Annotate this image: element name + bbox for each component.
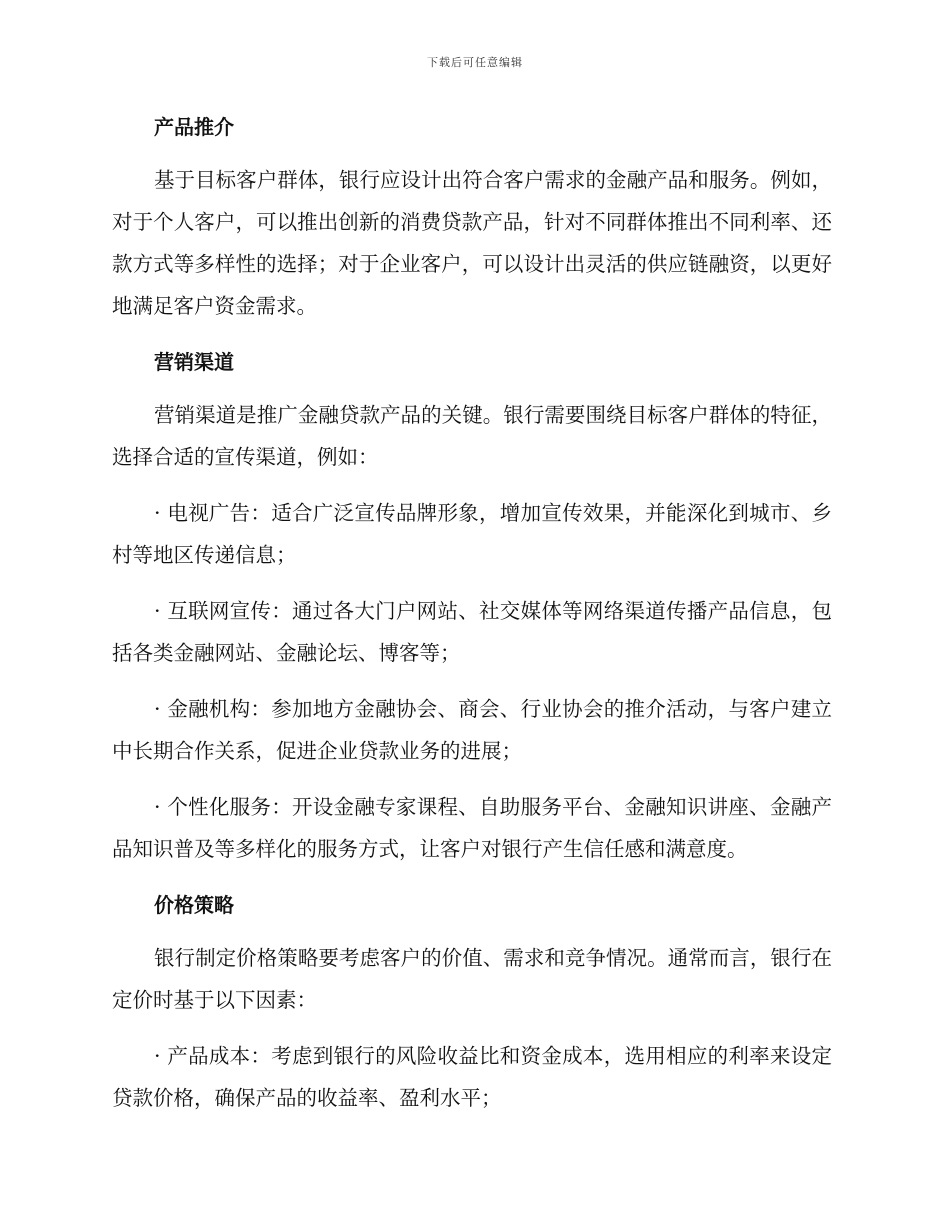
section-heading: 营销渠道 bbox=[154, 350, 234, 374]
section-marketing-channels bbox=[112, 341, 832, 870]
bullet-item: · 互联网宣传：通过各大门户网站、社交媒体等网络渠道传播产品信息，包括各类金融网站、金融论坛、博客等； bbox=[112, 599, 832, 665]
bullet-item: · 电视广告：适合广泛宣传品牌形象，增加宣传效果，并能深化到城市、乡村等地区传递信息； bbox=[112, 501, 832, 567]
section-heading: 价格策略 bbox=[154, 893, 234, 917]
section-heading: 产品推介 bbox=[154, 115, 234, 139]
section-product-promotion bbox=[112, 106, 832, 327]
page-header: 下载后可任意编辑 bbox=[427, 56, 523, 69]
bullet-item: · 个性化服务：开设金融专家课程、自助服务平台、金融知识讲座、金融产品知识普及等多样化的服务方式，让客户对银行产生信任感和满意度。 bbox=[112, 795, 832, 861]
bullet-item: · 产品成本：考虑到银行的风险收益比和资金成本，选用相应的利率来设定贷款价格，确保产品的收益率、盈利水平； bbox=[112, 1044, 832, 1110]
section-pricing-strategy bbox=[112, 884, 832, 1119]
paragraph: 基于目标客户群体，银行应设计出符合客户需求的金融产品和服务。例如，对于个人客户，可以推出创新的消费贷款产品，针对不同群体推出不同利率、还款方式等多样性的选择；对于企业客户，可以设计出灵活的供应链融资，以更好地满足客户资金需求。 bbox=[112, 168, 832, 318]
document-body bbox=[112, 106, 832, 1133]
bullet-item: · 金融机构：参加地方金融协会、商会、行业协会的推介活动，与客户建立中长期合作关系，促进企业贷款业务的进展； bbox=[112, 697, 832, 763]
paragraph: 营销渠道是推广金融贷款产品的关键。银行需要围绕目标客户群体的特征，选择合适的宣传渠道，例如： bbox=[112, 403, 832, 469]
paragraph: 银行制定价格策略要考虑客户的价值、需求和竞争情况。通常而言，银行在定价时基于以下因素： bbox=[112, 946, 832, 1012]
